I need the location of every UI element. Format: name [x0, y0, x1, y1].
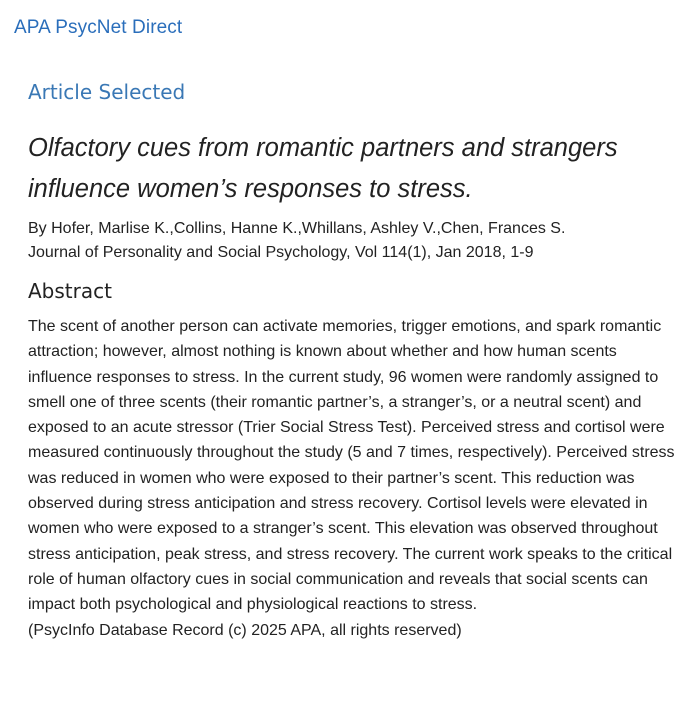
article-container: [28, 80, 678, 643]
brand-link[interactable]: APA PsycNet Direct: [14, 17, 183, 38]
journal-citation: Journal of Personality and Social Psychology, Vol 114(1), Jan 2018, 1-9: [28, 244, 534, 261]
copyright-notice: (PsycInfo Database Record (c) 2025 APA, all rights reserved): [28, 621, 462, 639]
section-heading: Article Selected: [28, 80, 186, 104]
abstract-text: The scent of another person can activate memories, trigger emotions, and spark romantic attraction; however, almost nothing is known about whether and how human scents influence responses to stress. In the current study, 96 women were randomly assigned to smell one of three scents (their romantic partner’s, a stranger’s, or a neutral scent) and exposed to an acute stressor (Trier Social Stress Test). Perceived stress and cortisol were measured continuously throughout the study (5 and 7 times, respectively). Perceived stress was reduced in women who were exposed to their partner’s scent. This reduction was observed during stress anticipation and stress recovery. Cortisol levels were elevated in women who were exposed to a stranger’s scent. This elevation was observed throughout stress anticipation, peak stress, and stress recovery. The current work speaks to the critical role of human olfactory cues in social communication and reveals that social scents can impact both psychological and physiological reactions to stress.: [28, 318, 675, 614]
article-title: Olfactory cues from romantic partners and strangers influence women’s responses to stress.: [28, 134, 618, 203]
abstract-heading: Abstract: [28, 279, 112, 303]
author-byline: By Hofer, Marlise K.,Collins, Hanne K.,Whillans, Ashley V.,Chen, Frances S.: [28, 220, 566, 237]
